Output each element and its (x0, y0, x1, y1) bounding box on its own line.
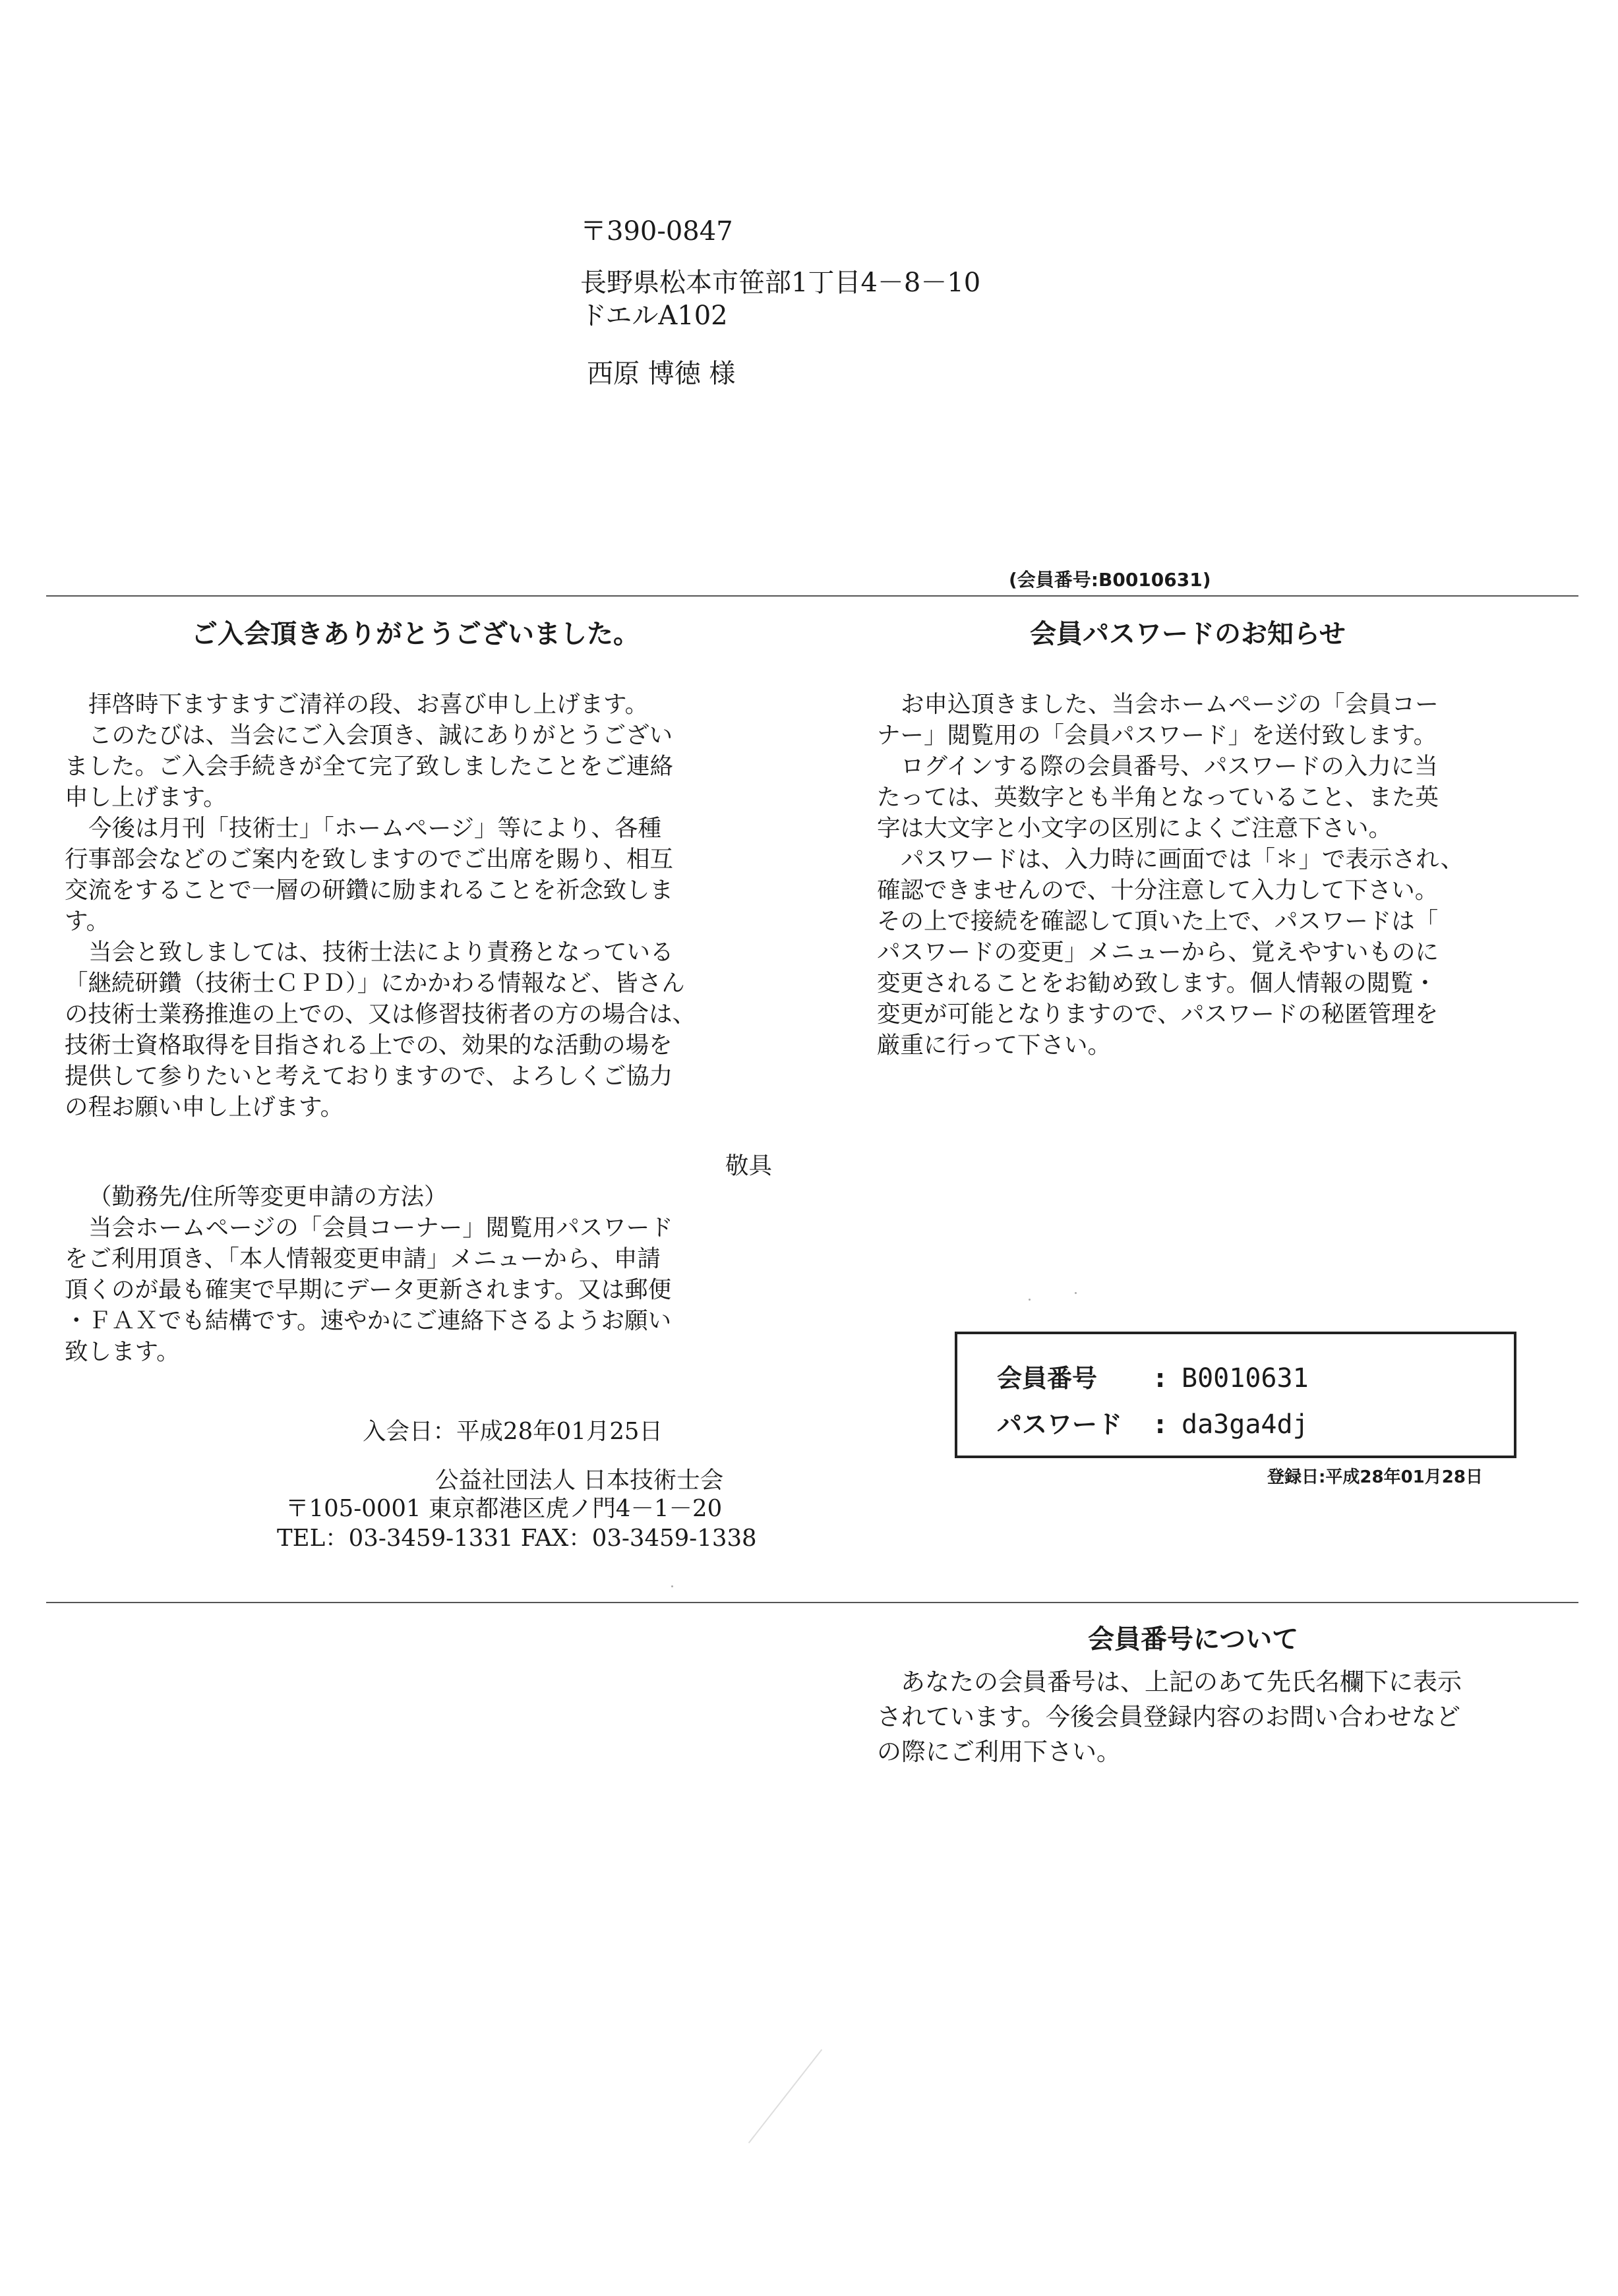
text-line: す。 (65, 908, 110, 935)
text-line: あなたの会員番号は、上記のあて先氏名欄下に表示 (901, 1668, 1462, 1696)
registered-date: 登録日:平成28年01月28日 (1267, 1467, 1483, 1487)
separator: : (1155, 1410, 1166, 1439)
member-number-label: (会員番号:B0010631) (1009, 569, 1211, 591)
text-line: 字は大文字と小文字の区別によくご注意下さい。 (877, 815, 1393, 842)
address-line-1: 長野県松本市笹部1丁目4－8－10 (580, 268, 981, 298)
credentials-box (955, 1332, 1516, 1458)
text-line: 当会ホームページの「会員コーナー」閲覧用パスワード (88, 1214, 673, 1241)
top-divider (46, 595, 1578, 597)
scan-speck (671, 1585, 673, 1587)
closing-word: 敬具 (725, 1152, 773, 1179)
text-line: 厳重に行って下さい。 (877, 1032, 1112, 1059)
text-line: 提供して参りたいと考えておりますので、よろしくご協力 (65, 1063, 673, 1090)
right-heading: 会員パスワードのお知らせ (1030, 619, 1346, 649)
bottom-divider (46, 1602, 1578, 1603)
text-line: 変更が可能となりますので、パスワードの秘匿管理を (877, 1001, 1439, 1028)
text-line: の技術士業務推進の上での、又は修習技術者の方の場合は、 (65, 1001, 696, 1028)
member-number-field-label: 会員番号 (997, 1364, 1098, 1393)
text-line: たっては、英数字とも半角となっていること、また英 (877, 784, 1439, 811)
text-line: 技術士資格取得を目指される上での、効果的な活動の場を (65, 1032, 673, 1059)
text-line: の程お願い申し上げます。 (65, 1094, 344, 1121)
text-line: をご利用頂き、「本人情報変更申請」メニューから、申請 (65, 1245, 661, 1272)
text-line: されています。今後会員登録内容のお問い合わせなど (877, 1703, 1461, 1731)
text-line: 変更されることをお勧め致します。個人情報の閲覧・ (877, 970, 1437, 997)
separator: : (1155, 1364, 1166, 1393)
text-line: 致します。 (65, 1338, 180, 1365)
scan-speck (1075, 1292, 1077, 1294)
left-body (65, 689, 790, 1123)
text-line: その上で接続を確認して頂いた上で、パスワードは「 (877, 908, 1439, 935)
password-value: da3ga4dj (1182, 1409, 1309, 1440)
recipient-name: 西原 博徳 様 (587, 359, 736, 389)
text-line: 頂くのが最も確実で早期にデータ更新されます。又は郵便 (65, 1276, 672, 1303)
org-address: 〒105-0001 東京都港区虎ノ門4－1－20 (285, 1495, 723, 1522)
postal-code: 〒390-0847 (580, 216, 733, 247)
text-line: 今後は月刊「技術士」「ホームページ」等により、各種 (88, 815, 662, 842)
text-line: パスワードの変更」メニューから、覚えやすいものに (877, 939, 1439, 966)
member-number-row (997, 1358, 1309, 1394)
text-line: ログインする際の会員番号、パスワードの入力に当 (901, 753, 1438, 780)
right-body (877, 689, 1576, 1061)
text-line: の際にご利用下さい。 (877, 1738, 1121, 1766)
password-row (997, 1404, 1309, 1440)
text-line: パスワードは、入力時に画面では「＊」で表示され、 (901, 846, 1464, 873)
password-field-label: パスワード (997, 1410, 1123, 1439)
change-body (65, 1212, 790, 1367)
text-line: お申込頂きました、当会ホームページの「会員コー (901, 691, 1439, 718)
text-line: 当会と致しましては、技術士法により責務となっている (88, 939, 674, 966)
text-line: 確認できませんので、十分注意して入力して下さい。 (877, 877, 1439, 904)
left-heading: ご入会頂きありがとうございました。 (191, 619, 640, 649)
text-line: 交流をすることで一層の研鑽に励まれることを祈念致しま (65, 877, 674, 904)
text-line: ナー」閲覧用の「会員パスワード」を送付致します。 (877, 722, 1437, 749)
text-line: ・ＦＡＸでも結構です。速やかにご連絡下さるようお願い (65, 1307, 672, 1334)
text-line: このたびは、当会にご入会頂き、誠にありがとうござい (88, 722, 673, 749)
address-line-2: ドエルA102 (580, 301, 728, 331)
member-number-value: B0010631 (1182, 1363, 1309, 1394)
bottom-body (877, 1664, 1576, 1769)
join-date: 入会日：平成28年01月25日 (363, 1418, 663, 1445)
text-line: 拝啓時下ますますご清祥の段、お喜び申し上げます。 (88, 691, 649, 718)
org-phone-fax: TEL：03-3459-1331 FAX：03-3459-1338 (277, 1525, 757, 1552)
text-line: 「継続研鑽（技術士ＣＰＤ）」にかかわる情報など、皆さん (65, 970, 685, 997)
text-line: 行事部会などのご案内を致しますのでご出席を賜り、相互 (65, 846, 674, 873)
bottom-heading: 会員番号について (1088, 1624, 1299, 1655)
org-name: 公益社団法人 日本技術士会 (435, 1467, 724, 1494)
scan-speck (1029, 1299, 1031, 1301)
change-heading: （勤務先/住所等変更申請の方法） (88, 1183, 448, 1210)
text-line: 申し上げます。 (65, 784, 227, 811)
scan-scratch (748, 2049, 822, 2143)
text-line: ました。ご入会手続きが全て完了致しましたことをご連絡 (65, 753, 674, 780)
